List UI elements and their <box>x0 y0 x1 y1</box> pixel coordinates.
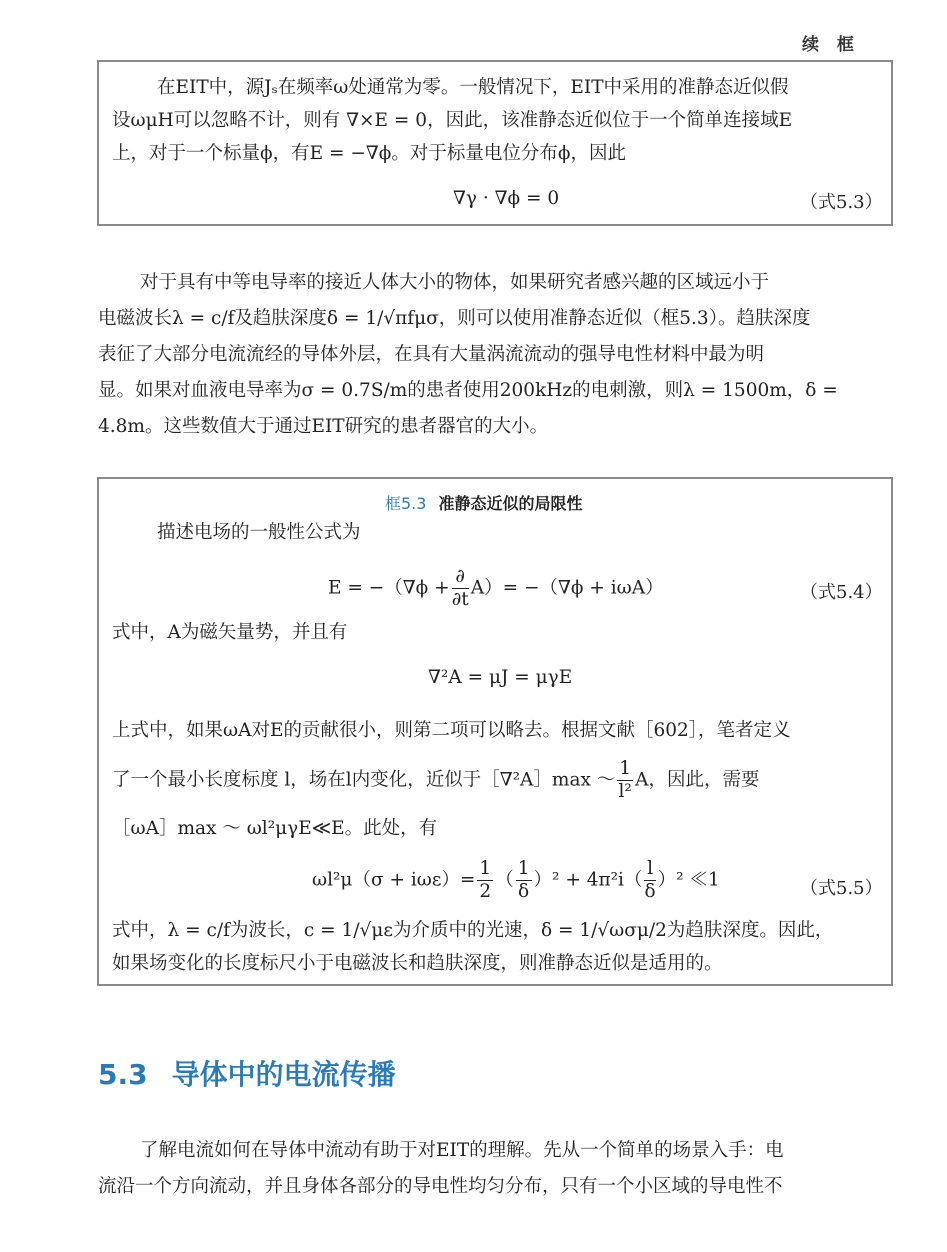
para-frac-den: l² <box>618 781 632 802</box>
box1-line-2: 设ωμH可以忽略不计，则有 ∇×E = 0，因此，该准静态近似位于一个简单连接域E <box>112 110 793 131</box>
eq5-inv-num: 1 <box>517 858 530 879</box>
eq5-inv-den: δ <box>518 881 530 902</box>
eq5-inverse-delta <box>516 858 532 903</box>
box1-line-1: 在EIT中，源Jₛ在频率ω处通常为零。一般情况下，EIT中采用的准静态近似假 <box>157 77 789 98</box>
box2-para-line-2-text: 了一个最小长度标度 l，场在l内变化，近似于［∇²A］max ～ <box>112 769 616 791</box>
section-heading <box>98 1053 396 1093</box>
eq4-frac-num: ∂ <box>452 566 469 589</box>
paragraph1-line-2: 电磁波长λ = c/f及趋肤深度δ = 1/√πfμσ，则可以使用准静态近似（框5.3）。趋肤深度 <box>98 308 811 329</box>
equation-number-5-3: （式5.3） <box>800 192 883 213</box>
para-fraction <box>617 758 633 803</box>
box2-para-line-2 <box>112 758 759 803</box>
running-head: 续 框 <box>802 35 860 55</box>
paragraph1-line-4: 显。如果对血液电导率为σ = 0.7S/m的患者使用200kHz的电刺激，则λ = 1500m，δ = <box>98 380 838 401</box>
box2-para-line-3: ［ωA］max ～ ωl²μγE≪E。此处，有 <box>112 818 438 839</box>
eq5-l-den: δ <box>644 881 656 902</box>
paragraph1-line-5: 4.8m。这些数值大于通过EIT研究的患者器官的大小。 <box>98 416 549 437</box>
box-label: 框5.3 <box>385 494 427 513</box>
equation-5-4 <box>328 566 664 611</box>
eq5-mid: ² + 4π²i <box>552 869 624 891</box>
eq4-lhs: E = −（∇ϕ + <box>328 577 450 599</box>
eq4-frac-den: ∂t <box>451 589 469 610</box>
eq4-rhs: A）= −（∇ϕ + iωA） <box>470 577 664 599</box>
paragraph2-line-1: 了解电流如何在导体中流动有助于对EIT的理解。先从一个简单的场景入手：电 <box>140 1140 784 1161</box>
paragraph1-line-3: 表征了大部分电流流经的导体外层，在具有大量涡流流动的强导电性材料中最为明 <box>98 344 765 365</box>
box2-after-eq4: 式中，A为磁矢量势，并且有 <box>112 622 348 643</box>
box-title-text: 准静态近似的局限性 <box>438 494 583 513</box>
equation-5-5: ωl²μ（σ + iωε）= $\frac{1}{2}$ （ $\frac{1}{\delta}$ ）² + 4π²i（ $\frac{l}{\delta}$ ）² ≪1 <box>312 858 720 902</box>
box2-closing-line-2: 如果场变化的长度标尺小于电磁波长和趋肤深度，则准静态近似是适用的。 <box>112 953 723 974</box>
eq4-fraction <box>452 566 469 611</box>
equation-vector-potential: ∇²A = μJ = μγE <box>428 667 573 688</box>
box2-para-line-2-tail: A，因此，需要 <box>635 769 760 791</box>
paragraph2-line-2: 流沿一个方向流动，并且身体各部分的导电性均匀分布，只有一个小区域的导电性不 <box>98 1176 783 1197</box>
eq5-half-num: 1 <box>479 858 492 879</box>
eq5-l-num: l <box>644 858 655 881</box>
box1-line-3: 上，对于一个标量ϕ，有E = −∇ϕ。对于标量电位分布ϕ，因此 <box>112 143 627 164</box>
eq5-lhs: ωl²μ（σ + iωε）= <box>312 869 476 891</box>
eq5-l-over-delta <box>644 858 655 903</box>
eq5-tail: ² ≪1 <box>676 869 720 891</box>
box2-para-line-1: 上式中，如果ωA对E的贡献很小，则第二项可以略去。根据文献［602］，笔者定义 <box>112 720 791 741</box>
para-frac-num: 1 <box>619 758 632 779</box>
eq5-half <box>477 858 493 903</box>
equation-number-5-5: （式5.5） <box>800 878 883 899</box>
equation-5-3: ∇γ · ∇ϕ = 0 <box>453 188 560 209</box>
box2-closing-line-1: 式中，λ = c/f为波长，c = 1/√με为介质中的光速，δ = 1/√ωσμ/2为趋肤深度。因此， <box>112 920 834 941</box>
section-number: 5.3 <box>98 1058 148 1091</box>
eq5-half-den: 2 <box>479 881 492 902</box>
equation-number-5-4: （式5.4） <box>800 582 883 603</box>
paragraph1-line-1: 对于具有中等电导率的接近人体大小的物体，如果研究者感兴趣的区域远小于 <box>140 272 770 293</box>
box-title <box>385 491 582 514</box>
box2-intro: 描述电场的一般性公式为 <box>157 522 361 543</box>
section-title: 导体中的电流传播 <box>171 1058 396 1091</box>
